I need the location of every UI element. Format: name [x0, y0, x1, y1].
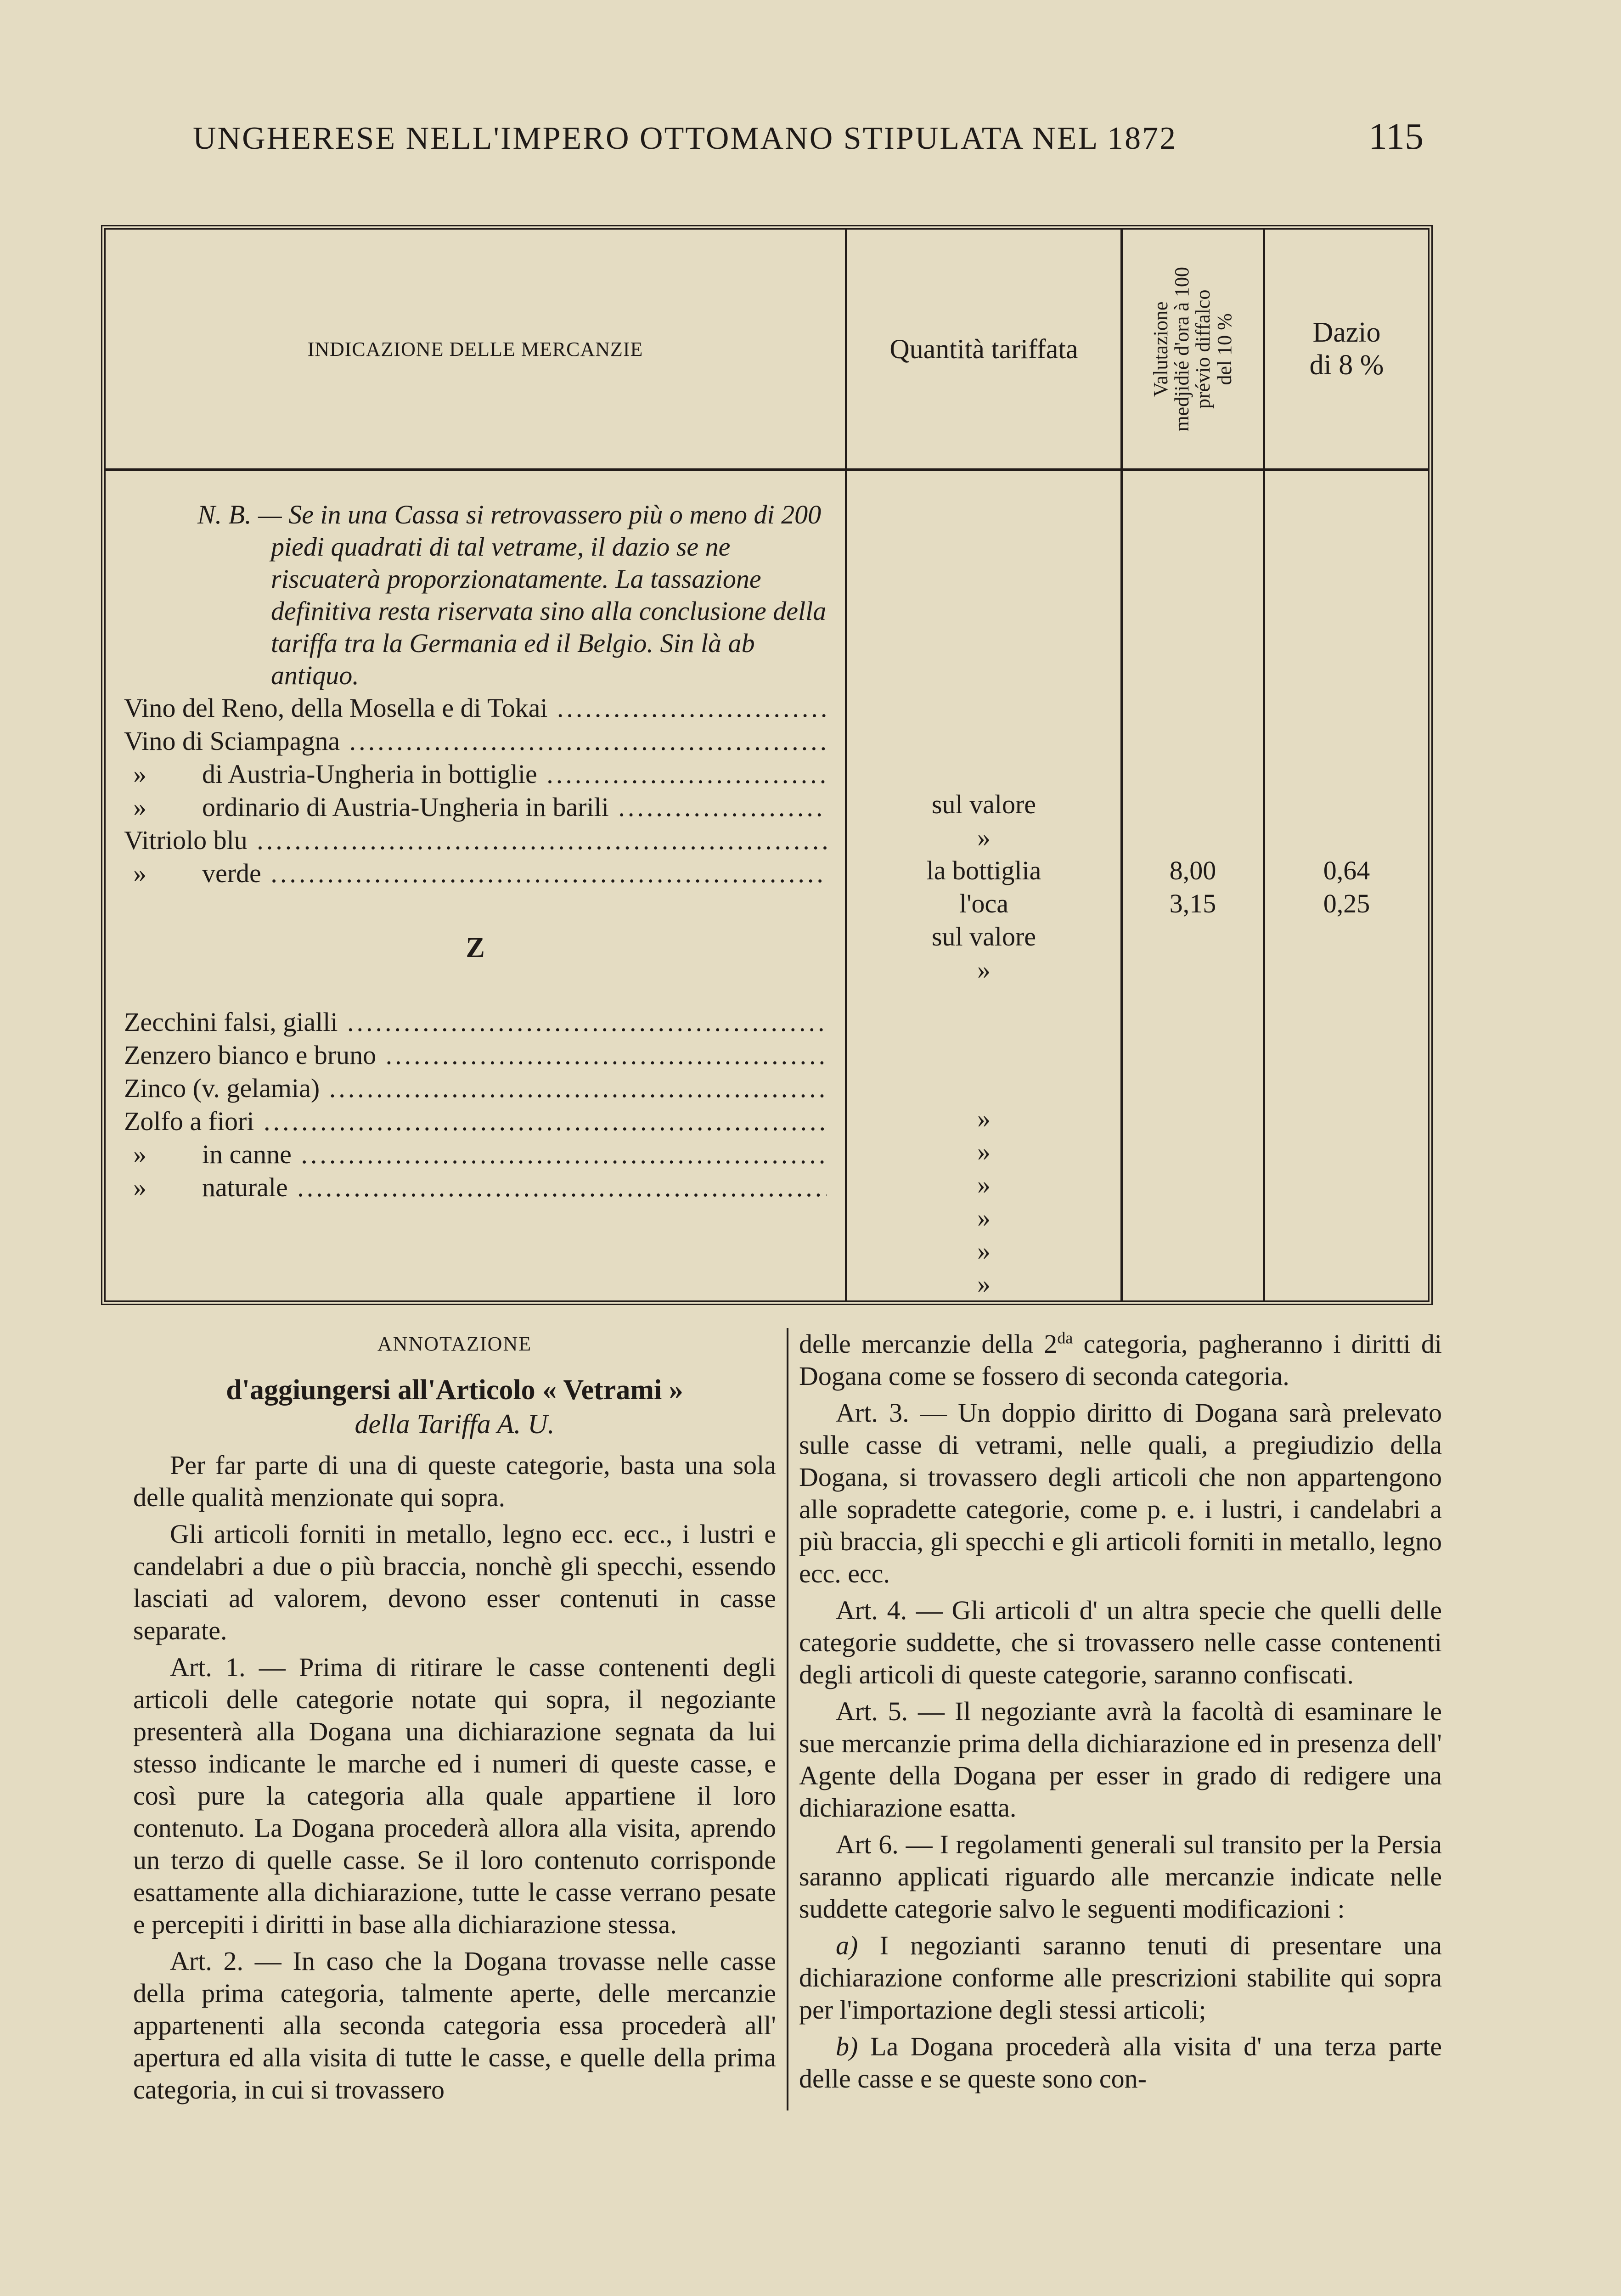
continuation-text-a: delle mercanzie della 2: [799, 1329, 1058, 1359]
table-row: [124, 1006, 827, 1039]
duty-line-1: Dazio: [1312, 316, 1381, 348]
item-name: verde .....: [202, 858, 827, 888]
annotation-subtitle-2: della Tariffa A. U.: [355, 1409, 555, 1439]
table-row: [124, 1039, 827, 1072]
annotation-columns: [133, 1328, 1442, 2110]
valuation-line-4: del 10 %: [1213, 313, 1236, 385]
table-row: [124, 725, 827, 758]
item-name: Vitriolo blu .....: [124, 825, 827, 855]
header-description: INDICAZIONE DELLE MERCANZIE: [307, 338, 643, 360]
quantity-cell: »: [977, 822, 991, 852]
item-name: Vino del Reno, della Mosella e di Tokai .....: [124, 693, 827, 723]
quantity-cell: sul valore: [931, 922, 1036, 951]
table-header: [106, 230, 1428, 471]
table-body: [106, 471, 1428, 1300]
header-duty: [1263, 230, 1428, 468]
table-row: [124, 857, 827, 890]
table-row: [124, 791, 827, 824]
paragraph-art-6: Art 6. — I regolamenti generali sul transito per la Persia saranno applicati riguardo alle mercanzie indicate nelle suddette categorie salvo le seguenti modificazioni :: [799, 1829, 1442, 1924]
section-z-items: [124, 1006, 827, 1204]
quantity-cell: »: [977, 1269, 991, 1299]
quantity-cell: la bottiglia: [926, 855, 1041, 885]
valuation-line-3: prévio diffalco: [1192, 289, 1215, 409]
section-letter: Z: [466, 932, 485, 963]
note-label: N. B. —: [197, 500, 282, 529]
item-name: Vino di Sciampagna .....: [124, 726, 827, 756]
header-quantity: Quantità tariffata: [845, 230, 1120, 468]
column-quantity: [845, 471, 1120, 1300]
ordinal-superscript: da: [1057, 1328, 1073, 1347]
annotation-subtitle: d'aggiungersi all'Articolo « Vetrami »: [226, 1374, 683, 1406]
clause-text: I negozianti saranno tenuti di presentare una dichiarazione conforme alle prescrizioni stabilite qui sopra per l'importazione degli stessi articoli;: [799, 1930, 1442, 2025]
table-row: [124, 1105, 827, 1138]
item-name: Zolfo a fiori .....: [124, 1106, 827, 1136]
paragraph: Gli articoli forniti in metallo, legno ecc. ecc., i lustri e candelabri a due o più braccia, nonchè gli specchi, essendo lasciati ad valorem, devono esser contenuti in casse separate.: [133, 1519, 776, 1645]
ditto-mark: »: [133, 759, 146, 789]
valuation-line-1: Valutazione: [1149, 301, 1172, 397]
page-number: 115: [1368, 115, 1424, 157]
clause-text: La Dogana procederà alla visita d' una terza parte delle casse e se queste sono con-: [799, 2032, 1442, 2093]
quantity-cell: sul valore: [931, 789, 1036, 819]
quantity-cell: l'oca: [959, 889, 1009, 918]
paragraph-art-3: Art. 3. — Un doppio diritto di Dogana sarà prelevato sulle casse di vetrami, nelle quali, a pregiudizio della Dogana, si trovassero degli articoli che non appartengono alle sopradette categorie, come p. e. i lustri, i candelabri a più braccia, gli specchi e gli articoli forniti in metallo, legno ecc. ecc.: [799, 1398, 1442, 1588]
item-name: naturale .....: [202, 1172, 827, 1202]
paragraph: Per far parte di una di queste categorie, basta una sola delle qualità menzionate qui sopra.: [133, 1450, 776, 1512]
paragraph-art-2: Art. 2. — In caso che la Dogana trovasse nelle casse della prima categoria, talmente aperte, delle mercanzie appartenenti alla seconda categoria essa procederà all' apertura ed alla visita di tutte le casse, e quelle della prima categoria, in cui si trovassero: [133, 1946, 776, 2105]
running-head-title: UNGHERESE NELL'IMPERO OTTOMANO STIPULATA NEL 1872: [193, 121, 1177, 156]
item-name: in canne .....: [202, 1139, 827, 1169]
item-name: Zinco (v. gelamia) .....: [124, 1073, 827, 1103]
item-name: di Austria-Ungheria in bottiglie .....: [202, 759, 827, 789]
duty-cell: 0,64: [1323, 855, 1370, 885]
quantity-cell: »: [977, 1203, 991, 1232]
paragraph-continuation: [799, 1328, 1442, 1392]
duty-line-2: di 8 %: [1309, 349, 1384, 381]
header-valuation: [1120, 230, 1263, 468]
valuation-cell: 8,00: [1169, 855, 1216, 885]
header-valuation-text: [1150, 267, 1235, 432]
valuation-cell: [1123, 920, 1263, 953]
duty-cell: [1265, 920, 1428, 953]
paragraph-art-5: Art. 5. — Il negoziante avrà la facoltà di esaminare le sue mercanzie prima della dichiarazione ed in presenza dell' Agente della Dogana per esser in grado di redigere una dichiarazione esatta.: [799, 1696, 1442, 1823]
duty-cell: 0,25: [1323, 889, 1370, 918]
tariff-table: [101, 225, 1433, 1305]
ditto-mark: »: [133, 1139, 146, 1169]
column-divider: [787, 1328, 788, 2110]
annotation-title: ANNOTAZIONE: [377, 1333, 532, 1355]
quantity-cell: »: [977, 1236, 991, 1266]
annotation-left-column: [133, 1328, 776, 2110]
quantity-cell: »: [977, 1170, 991, 1199]
table-row: [124, 1171, 827, 1204]
column-duty: [1263, 471, 1428, 1300]
item-name: ordinario di Austria-Ungheria in barili .....: [202, 792, 827, 822]
quantity-cell: »: [977, 955, 991, 985]
annotation-right-column: [799, 1328, 1442, 2110]
table-row: [124, 824, 827, 857]
section-v-items: [124, 692, 827, 890]
continuation-text-b: categoria, pagheranno i diritti di Dogana come se fossero di seconda categoria.: [799, 1329, 1442, 1391]
item-name: Zecchini falsi, gialli .....: [124, 1007, 827, 1037]
table-note: [197, 499, 827, 692]
valuation-line-2: medjidié d'ora à 100: [1171, 266, 1193, 432]
item-name: Zenzero bianco e bruno .....: [124, 1040, 827, 1070]
clause-marker: b): [836, 2032, 858, 2061]
table-row: [124, 758, 827, 791]
valuation-cell: 3,15: [1169, 889, 1216, 918]
quantity-cell: »: [977, 1103, 991, 1133]
paragraph-art-4: Art. 4. — Gli articoli d' un altra specie che quelli delle categorie suddette, che si trovassero nelle casse contenenti degli articoli di queste categorie, saranno confiscati.: [799, 1595, 1442, 1689]
note-text: Se in una Cassa si retrovassero più o meno di 200 piedi quadrati di tal vetrame, il dazio se ne riscuaterà proporzionatamente. La tassazione definitiva resta riservata sino alla conclusione della tariffa tra la Germania ed il Belgio. Sin là ab antiquo.: [271, 500, 827, 690]
clause-marker: a): [836, 1930, 858, 1960]
clause-b: [799, 2031, 1442, 2095]
quantity-cell: »: [977, 1137, 991, 1166]
table-row: [124, 1138, 827, 1171]
column-description: [106, 471, 845, 1300]
ditto-mark: »: [133, 792, 146, 822]
running-head: [193, 0, 1424, 165]
v-quantities: [847, 788, 1120, 986]
clause-a: [799, 1930, 1442, 2026]
ditto-mark: »: [133, 858, 146, 888]
table-row: [124, 1072, 827, 1105]
duty-cell: [1265, 953, 1428, 986]
table-row: [124, 692, 827, 725]
z-quantities: [847, 1102, 1120, 1300]
column-valuation: [1120, 471, 1263, 1300]
valuation-cell: [1123, 953, 1263, 986]
paragraph-art-1: Art. 1. — Prima di ritirare le casse contenenti degli articoli delle categorie notate qui sopra, il negoziante presenterà alla Dogana una dichiarazione segnata da lui stesso indicante le marche ed i numeri di queste casse, e così pure la categoria alla quale appartiene il loro contenuto. La Dogana procederà allora alla visita, aprendo un terzo di quelle casse. Se il loro contenuto corrisponde esattamente alla dichiarazione, tutte le casse verrano pesate e percepiti i diritti in base alla dichiarazione stessa.: [133, 1652, 776, 1939]
ditto-mark: »: [133, 1172, 146, 1202]
